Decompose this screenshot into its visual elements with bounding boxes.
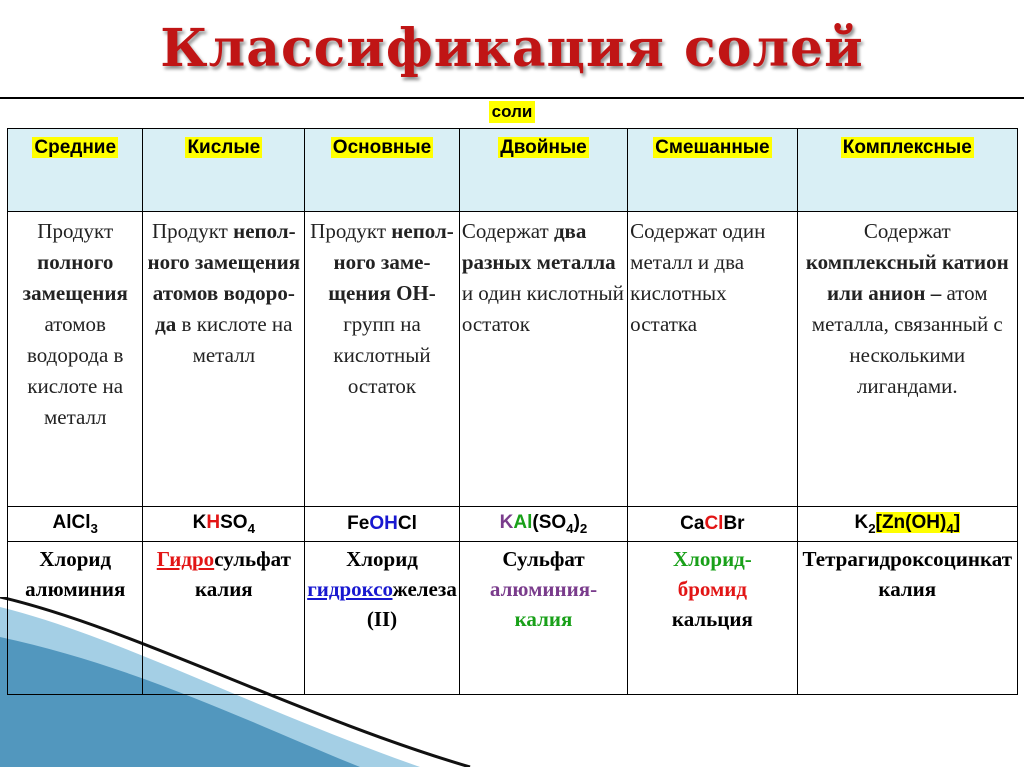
name-basic-b: гидроксо [307,577,393,601]
name-basic-a: Хлорид [346,547,418,571]
formula-middle-sub: 3 [90,520,98,536]
header-mixed: Смешанные [655,137,770,158]
desc-complex-c: атом металла, связанный с несколькими лигандами. [811,281,1003,398]
formula-double-sub2: 2 [579,520,588,536]
desc-acid-c: в кислоте на металл [181,312,293,367]
formula-mixed-a: Ca [680,513,705,534]
header-complex: Комплексные [842,137,972,158]
root-label: соли [489,101,536,123]
name-acid [143,542,305,695]
header-basic: Основные [332,137,432,158]
desc-basic [305,212,460,507]
desc-double-b: два разных металла [461,219,616,274]
name-basic-c: железа (II) [366,577,457,631]
formula-basic-a: Fe [347,513,370,534]
header-cell-basic [305,129,460,212]
formula-complex [797,507,1017,542]
formula-double-d: ) [573,512,580,534]
desc-acid-b: непол-ного замещения атомов водоро-да [147,219,301,336]
name-basic [305,542,460,695]
name-row [8,542,1018,695]
formula-double [459,507,627,542]
formula-basic [305,507,460,542]
desc-complex-a: Содержат [863,219,951,243]
formula-double-b: Al [513,512,533,534]
formula-complex-b: [Zn(OH) [875,512,947,534]
desc-middle [8,212,143,507]
title-divider [0,97,1024,99]
formula-double-sub: 4 [566,520,574,536]
formula-acid-c: SO [220,512,248,534]
formula-double-c: (SO [532,512,567,534]
desc-complex-b: комплексный катион или анион – [805,250,1009,305]
header-cell-acid [143,129,305,212]
formula-mixed [628,507,797,542]
name-mixed [628,542,797,695]
name-complex [797,542,1017,695]
name-double-c: калия [514,607,573,631]
desc-basic-c: групп на кислотный остаток [333,312,431,398]
desc-complex [797,212,1017,507]
desc-basic-a: Продукт [310,219,387,243]
header-row [8,129,1018,212]
salts-table [7,128,1018,695]
name-double [459,542,627,695]
desc-mixed-a: Содержат один металл и два кислотных остатка [630,219,766,336]
name-acid-b: сульфат калия [194,547,291,601]
formula-double-a: K [499,512,514,534]
desc-acid [143,212,305,507]
desc-middle-b: полного замещения [22,250,128,305]
header-middle: Средние [34,137,117,158]
header-double: Двойные [500,137,587,158]
formula-basic-c: Cl [397,513,417,534]
desc-double [459,212,627,507]
formula-mixed-c: Br [723,513,745,534]
formula-acid-a: K [192,512,207,534]
root-label-wrap [0,101,1024,123]
header-cell-middle [8,129,143,212]
description-row [8,212,1018,507]
formula-mixed-b: Cl [704,513,724,534]
formula-acid [143,507,305,542]
name-middle [8,542,143,695]
name-mixed-c: кальция [671,607,753,631]
formula-middle [8,507,143,542]
name-double-a: Сульфат [502,547,585,571]
header-acid: Кислые [187,137,261,158]
header-cell-complex [797,129,1017,212]
name-middle-a: Хлорид алюминия [25,547,126,601]
name-acid-a: Гидро [156,547,215,571]
desc-basic-b: непол-ного заме-щения ОН- [328,219,454,305]
formula-row [8,507,1018,542]
formula-acid-sub: 4 [247,520,255,536]
formula-basic-b: OH [369,513,398,534]
name-double-b: алюминия- [489,577,598,601]
desc-acid-a: Продукт [152,219,228,243]
desc-mixed [628,212,797,507]
desc-middle-a: Продукт [37,219,114,243]
formula-middle-a: AlCl [52,512,91,534]
formula-complex-sub: 2 [868,520,876,536]
name-mixed-b: бромид [677,577,748,601]
formula-complex-c: ] [953,512,961,534]
desc-middle-c: атомов водорода в кислоте на металл [27,312,124,429]
header-cell-double [459,129,627,212]
page-title: Классификация солей [160,18,864,79]
desc-double-a: Содержат [461,219,549,243]
name-mixed-a: Хлорид- [672,547,752,571]
name-complex-a: Тетрагидроксоцинкат калия [802,547,1013,601]
header-cell-mixed [628,129,797,212]
formula-complex-a: K [854,512,869,534]
formula-complex-sub2: 4 [946,520,954,536]
desc-double-c: и один кислотный остаток [461,281,624,336]
formula-acid-b: H [206,512,221,534]
